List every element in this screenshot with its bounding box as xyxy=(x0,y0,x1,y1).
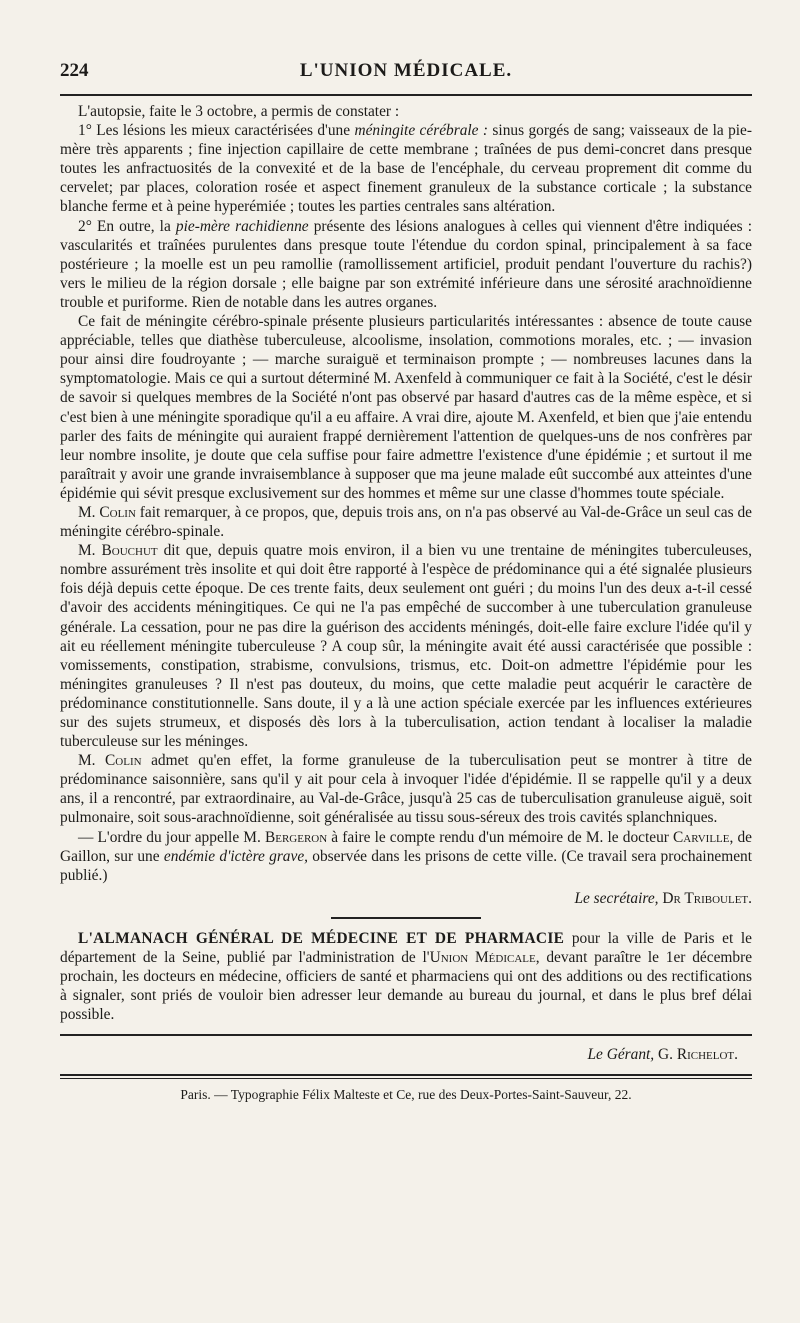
gerant-signature xyxy=(60,1046,752,1064)
article-body xyxy=(60,102,752,1024)
speaker-name: Bergeron xyxy=(264,828,328,846)
gerant-name: G. Richelot. xyxy=(654,1046,738,1064)
page xyxy=(60,60,752,1103)
gerant-role: Le Gérant, xyxy=(587,1046,655,1064)
notice-title: L'ALMANACH GÉNÉRAL DE MÉDECINE ET DE PHARMACIE xyxy=(78,929,565,947)
text-span: 1° Les lésions les mieux caractérisées d'une xyxy=(78,122,355,140)
imprint-rule xyxy=(60,1074,752,1076)
journal-name: Union Médicale xyxy=(429,948,536,966)
paragraph-colin-remark xyxy=(60,503,752,541)
text-span: , de Gaillon, sur une xyxy=(60,828,752,865)
italic-term: méningite cérébrale : xyxy=(354,122,489,140)
paragraph-bouchut-remark xyxy=(60,541,752,751)
header-rule xyxy=(60,94,752,96)
text-span: sinus gorgés de sang; vaisseaux de la pie-mère très apparents ; fine injection capillaire de cette membrane ; traînées de pus demi-concret dans presque toutes les anfractuosités de la convexité et de la base de l'encéphale, du cerveau proprement dit comme du cervelet; par places, coloration rosée et aspect finement granuleux de la substance corticale ; la substance blanche ferme et à peine hyperémiée ; toutes les parties centrales sans altération. xyxy=(60,122,752,216)
speaker-name: Carville xyxy=(673,828,730,846)
text-span: fait remarquer, à ce propos, que, depuis trois ans, on n'a pas observé au Val-de-Grâce un seul cas de méningite cérébro-spinale. xyxy=(60,503,752,541)
imprint-rule-thin xyxy=(60,1078,752,1079)
paragraph-colin-reply xyxy=(60,751,752,827)
paragraph-spinal-lesions xyxy=(60,217,752,312)
italic-term: pie-mère rachidienne xyxy=(175,217,309,235)
signature-name: Dr Triboulet. xyxy=(658,889,752,907)
text-span: à faire le compte rendu d'un mémoire de M. le docteur xyxy=(327,828,674,846)
italic-term: endémie d'ictère grave, xyxy=(163,847,309,865)
text-span: observée dans les prisons de cette ville. (Ce travail sera prochainement publié.) xyxy=(60,847,752,884)
text-span: 2° En outre, la xyxy=(78,217,176,235)
text-span: pour la ville de Paris et le département de la Seine, publié par l'administration de l' xyxy=(60,929,752,966)
speaker-name: M. Colin xyxy=(78,503,136,521)
footer-rule xyxy=(60,1034,752,1036)
running-title: L'UNION MÉDICALE. xyxy=(299,60,513,81)
section-divider xyxy=(331,917,481,919)
speaker-name: M. Colin xyxy=(78,752,142,770)
page-header xyxy=(60,60,752,94)
page-number: 224 xyxy=(60,60,89,81)
text-span: admet qu'en effet, la forme granuleuse de la tuberculisation peut se montrer à titre de prédominance saisonnière, sans qu'il y ait pour cela à invoquer l'idée d'épidémie. Il se rappelle qu'il y a deux ans, il a rencontré, par extraordinaire, au Val-de-Grâce, jusqu'à 25 cas de tuberculisation granuleuse aiguë, soit pulmonaire, soit sous-arachnoïdienne, soit généralisée au tissu sous-séreux des trois cavités splanchniques. xyxy=(60,752,752,827)
paragraph-autopsy-intro: L'autopsie, faite le 3 octobre, a permis de constater : xyxy=(78,103,400,120)
paragraph-almanach-notice xyxy=(60,929,752,1024)
text-span: , devant paraître le 1er décembre prochain, les docteurs en médecine, officiers de santé et pharmaciens qui ont des additions ou des rectifications à signaler, sont priés de vouloir bien adresser leur demande au bureau du journal, et dans le plus bref délai possible. xyxy=(60,948,753,1024)
printer-imprint: Paris. — Typographie Félix Malteste et Ce, rue des Deux-Portes-Saint-Sauveur, 22. xyxy=(180,1087,632,1103)
speaker-name: M. Bouchut xyxy=(78,542,158,560)
signature-role: Le secrétaire, xyxy=(574,889,659,907)
text-span: présente des lésions analogues à celles qui viennent d'être indiquées : vascularités et traînées purulentes dans presque toute l'étendue du cordon spinal, principalement à sa face postérieure ; la moelle est un peu ramollie (ramollissement artificiel, produit pendant l'ouverture du rachis?) vers le milieu de la région dorsale ; elle baigne par son extrémité inférieure dans une sérosité arachnoïdienne trouble et puriforme. Rien de notable dans les autres organes. xyxy=(60,217,753,311)
paragraph-cerebral-lesions xyxy=(60,121,752,216)
secretary-signature xyxy=(60,889,752,909)
text-span: dit que, depuis quatre mois environ, il a bien vu une trentaine de méningites tuberculeuses, nombre assurément très insolite et qui doit être rapporté à l'espèce de prédominance qui a été signalée plusieurs fois déjà depuis cette époque. De ces trente faits, deux seulement ont guéri ; du moins l'un des deux a-t-il cessé d'avoir des accidents méningitiques. Ce qui ne l'a pas empêché de succomber à une tuberculation granuleuse générale. La cessation, pour ne pas dire la guérison des accidents méningés, doit-elle faire exclure l'idée qu'il y ait eu réellement méningite tuberculeuse ? A coup sûr, la méningite avait été aussi caractérisée que possible : vomissements, constipation, strabisme, convulsions, trismus, etc. Doit-on admettre l'épidémie pour les méningites granuleuses ? Il n'est pas douteux, du moins, que cette maladie peut acquérir le caractère de prédominance constitutionnelle. Sans doute, il y a là une action spéciale exercée par les influences extérieures sur des sujets strumeux, et disposés dès lors à la tuberculisation, action tendant à localiser la maladie tuberculeuse sur les méninges. xyxy=(60,542,752,751)
paragraph-case-discussion: Ce fait de méningite cérébro-spinale présente plusieurs particularités intéressantes : absence de toute cause appréciable, telles que diathèse tuberculeuse, alcoolisme, insolation, commotions morales, etc. ; — invasion pour ainsi dire foudroyante ; — marche suraiguë et terminaison prompte ; — nombreuses lacunes dans la symptomatologie. Mais ce qui a surtout déterminé M. Axenfeld à communiquer ce fait à la Société, c'est le désir de savoir si quelques membres de la Société n'ont pas observé par hasard d'autres cas de la même espèce, et si c'est bien à une méningite sporadique qu'il a eu affaire. A vrai dire, ajoute M. Axenfeld, et bien que j'aie entendu parler des faits de méningite qui auraient frappé dernièrement l'attention de quelques-uns de nos confrères par leur nombre insolite, je doute que cela suffise pour faire admettre l'existence d'une épidémie ; et surtout il me paraîtrait y avoir une grande invraisemblance à supposer que ma jeune malade eût succombé aux atteintes d'une épidémie qui sévit presque exclusivement sur des hommes et même sur une classe d'hommes toute spéciale. xyxy=(60,313,752,502)
text-span: — L'ordre du jour appelle M. xyxy=(78,828,265,846)
paragraph-order-of-day xyxy=(60,828,752,885)
